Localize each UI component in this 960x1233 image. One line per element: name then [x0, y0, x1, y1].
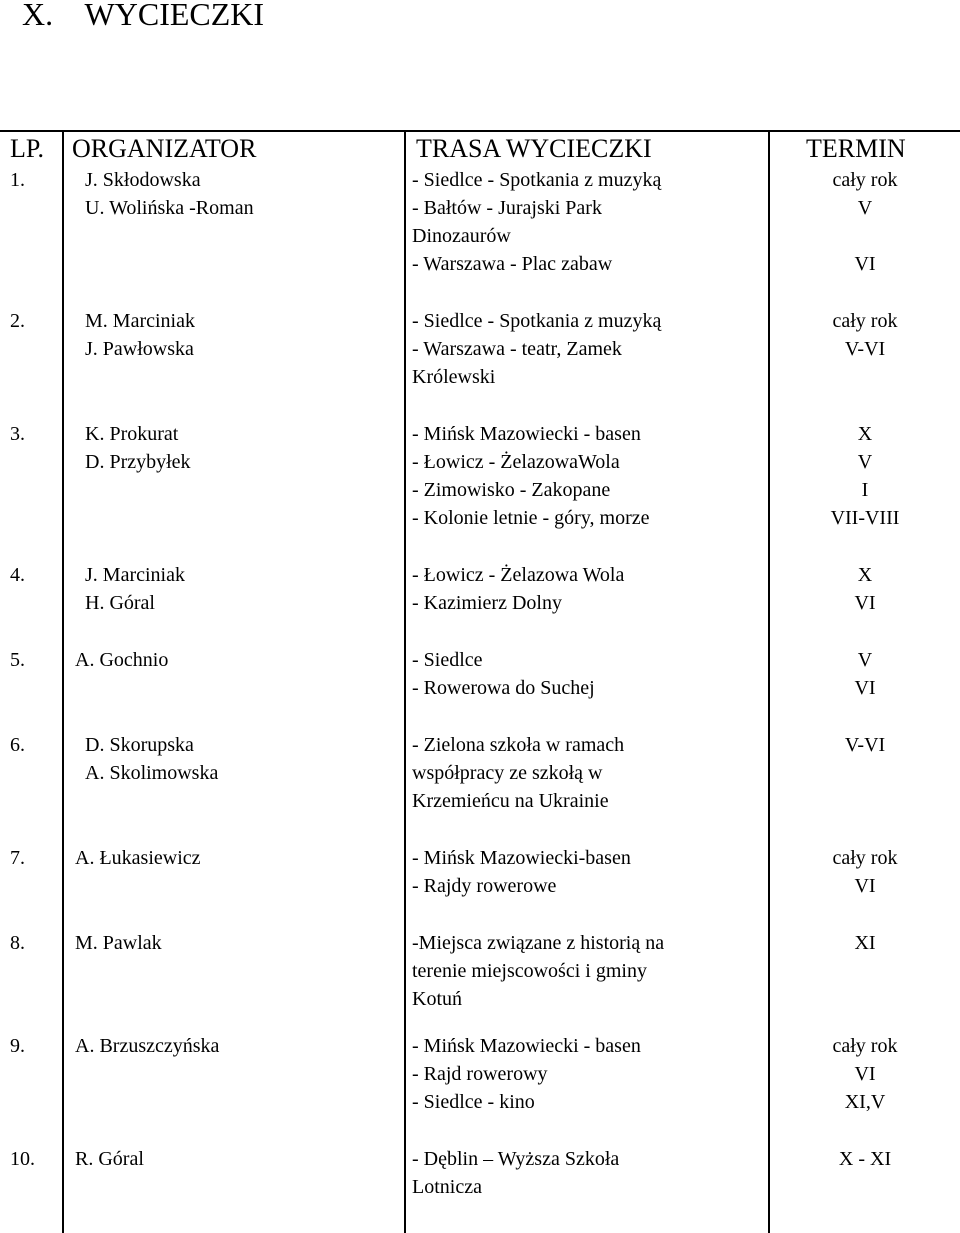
row-1-lp: 1. — [10, 169, 25, 191]
row-3-organizers: K. Prokurat D. Przybyłek — [85, 423, 191, 473]
row-2-term: cały rok V-VI — [832, 310, 898, 360]
row-1-route: - Siedlce - Spotkania z muzyką - Bałtów - Jurajski Park Dinozaurów - Warszawa - Plac zabaw — [412, 169, 662, 275]
row-5-lp: 5. — [10, 649, 25, 671]
row-6-organizers: D. Skorupska A. Skolimowska — [85, 734, 219, 784]
row-8-route: -Miejsca związane z historią na terenie miejscowości i gminy Kotuń — [412, 932, 665, 1010]
row-3-lp: 3. — [10, 423, 25, 445]
column-divider-lp — [62, 130, 64, 1233]
row-8-organizers: M. Pawlak — [75, 932, 162, 954]
table-top-border — [0, 130, 960, 132]
header-lp: LP. — [10, 134, 44, 163]
row-7-term: cały rok VI — [832, 847, 898, 897]
header-route: TRASA WYCIECZKI — [416, 134, 652, 163]
row-8-term: XI — [854, 932, 876, 954]
row-10-lp: 10. — [10, 1148, 35, 1170]
row-4-organizers: J. Marciniak H. Góral — [85, 564, 185, 614]
row-2-organizers: M. Marciniak J. Pawłowska — [85, 310, 195, 360]
row-6-route: - Zielona szkoła w ramach współpracy ze szkołą w Krzemieńcu na Ukrainie — [412, 734, 625, 812]
row-4-route: - Łowicz - Żelazowa Wola - Kazimierz Dolny — [412, 564, 625, 614]
row-1-term: cały rok V VI — [832, 169, 898, 275]
row-10-organizers: R. Góral — [75, 1148, 144, 1170]
header-organizer: ORGANIZATOR — [72, 134, 257, 163]
row-6-term: V-VI — [844, 734, 886, 756]
row-2-lp: 2. — [10, 310, 25, 332]
row-9-organizers: A. Brzuszczyńska — [75, 1035, 220, 1057]
row-10-route: - Dęblin – Wyższa Szkoła Lotnicza — [412, 1148, 620, 1198]
row-1-organizers: J. Skłodowska U. Wolińska -Roman — [85, 169, 254, 219]
column-divider-organizer — [404, 130, 406, 1233]
header-term: TERMIN — [806, 134, 906, 163]
row-7-lp: 7. — [10, 847, 25, 869]
row-5-term: V VI — [854, 649, 876, 699]
row-4-lp: 4. — [10, 564, 25, 586]
row-7-route: - Mińsk Mazowiecki-basen - Rajdy rowerowe — [412, 847, 631, 897]
row-4-term: X VI — [854, 564, 876, 614]
row-7-organizers: A. Łukasiewicz — [75, 847, 201, 869]
row-3-term: X V I VII-VIII — [830, 423, 900, 529]
section-title: WYCIECZKI — [84, 0, 265, 32]
row-9-lp: 9. — [10, 1035, 25, 1057]
row-2-route: - Siedlce - Spotkania z muzyką - Warszawa - teatr, Zamek Królewski — [412, 310, 662, 388]
row-8-lp: 8. — [10, 932, 25, 954]
row-9-term: cały rok VI XI,V — [832, 1035, 898, 1113]
row-3-route: - Mińsk Mazowiecki - basen - Łowicz - ŻelazowaWola - Zimowisko - Zakopane - Kolonie letnie - góry, morze — [412, 423, 650, 529]
row-5-route: - Siedlce - Rowerowa do Suchej — [412, 649, 595, 699]
row-10-term: X - XI — [838, 1148, 892, 1170]
section-number: X. — [22, 0, 54, 32]
row-6-lp: 6. — [10, 734, 25, 756]
row-5-organizers: A. Gochnio — [75, 649, 169, 671]
row-9-route: - Mińsk Mazowiecki - basen - Rajd rowerowy - Siedlce - kino — [412, 1035, 641, 1113]
